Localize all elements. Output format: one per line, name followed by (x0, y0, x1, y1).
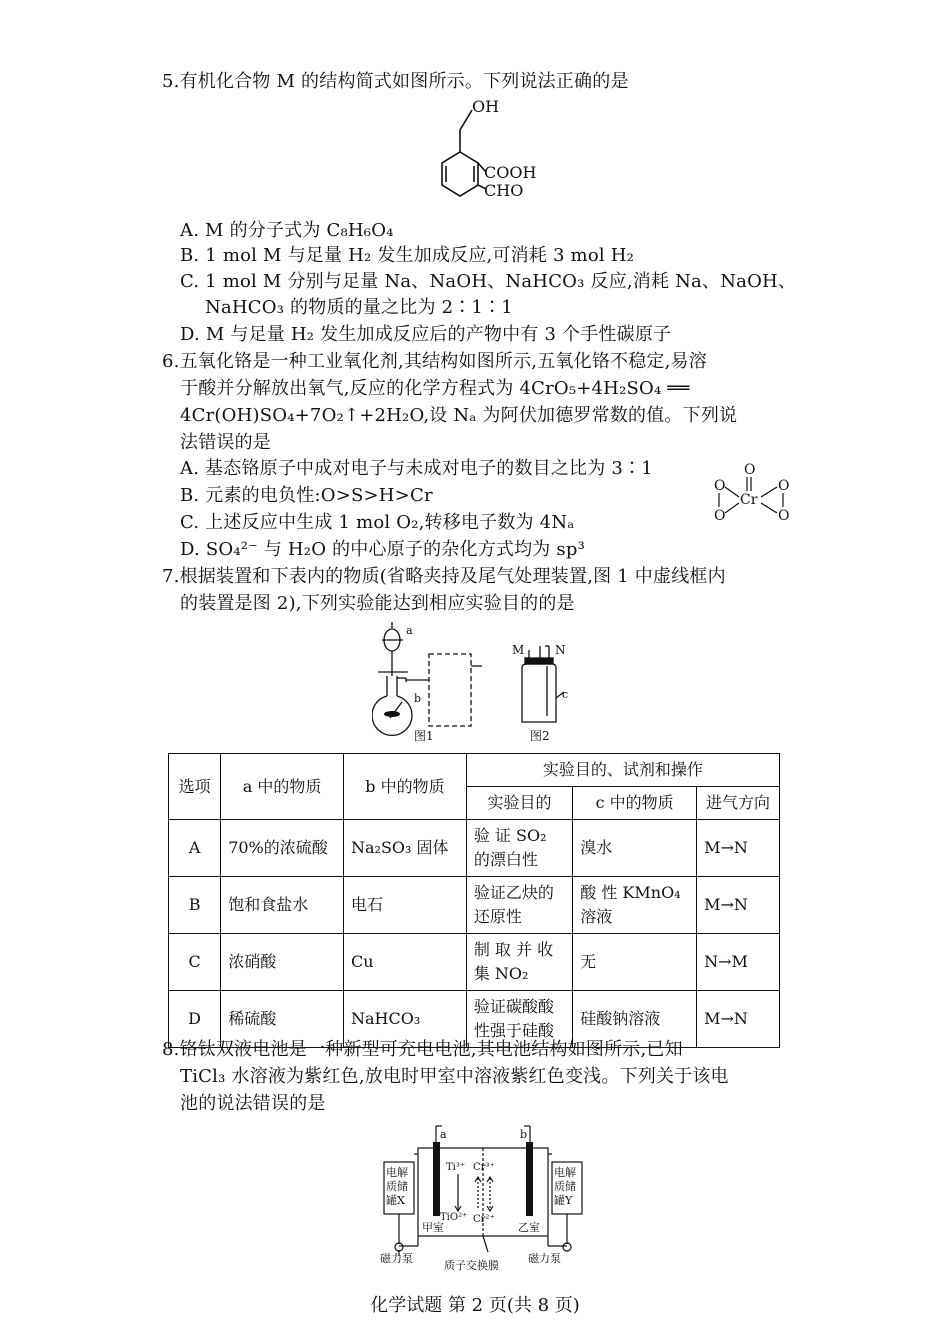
q7-th-group: 实验目的、试剂和操作 (466, 754, 779, 787)
q5-stem: 5.有机化合物 M 的结构简式如图所示。下列说法正确的是 (162, 71, 629, 92)
q7-th-b: b 中的物质 (344, 754, 467, 820)
q7-th-option: 选项 (169, 754, 221, 820)
q5-option-a: A. M 的分子式为 C₈H₆O₄ (180, 220, 394, 241)
q6-option-a: A. 基态铬原子中成对电子与未成对电子的数目之比为 3∶1 (180, 458, 653, 479)
q8-tank-x-2: 质储 (386, 1180, 408, 1193)
q7-fig1-caption: 图1 (414, 729, 434, 743)
q6-o-top: O (744, 462, 756, 478)
q7-table (168, 753, 780, 1048)
q7-apparatus-figure (372, 618, 592, 748)
q5-option-b: B. 1 mol M 与足量 H₂ 发生加成反应,可消耗 3 mol H₂ (180, 245, 635, 266)
table-row: B 饱和食盐水 电石 验证乙炔的 还原性 酸 性 KMnO₄ 溶液 M→N (169, 877, 780, 934)
q6-option-b: B. 元素的电负性:O>S>H>Cr (180, 485, 433, 506)
q8-pump-left: 磁力泵 (380, 1252, 413, 1265)
page-footer: 化学试题 第 2 页(共 8 页) (370, 1295, 580, 1316)
q6-o-right-top: O (778, 478, 790, 494)
q5-option-d: D. M 与足量 H₂ 发生加成反应后的产物中有 3 个手性碳原子 (180, 324, 672, 345)
q5-option-c-line2: NaHCO₃ 的物质的量之比为 2∶1∶1 (205, 297, 513, 318)
q5-cooh-label: COOH (484, 163, 537, 182)
q7-th-direction: 进气方向 (697, 787, 780, 820)
q8-tank-y-3: 罐Y (554, 1194, 573, 1207)
q6-stem-line2: 于酸并分解放出氧气,反应的化学方程式为 4CrO₅+4H₂SO₄ ══ (180, 378, 690, 399)
q8-electrode-b: b (520, 1128, 528, 1141)
q8-ion-cr2: Cr²⁺ (473, 1214, 495, 1225)
q7-label-n: N (555, 643, 566, 657)
q7-stem-line2: 的装置是图 2),下列实验能达到相应实验目的的是 (180, 593, 575, 614)
q8-ion-tio2: TiO²⁺ (440, 1212, 468, 1223)
q6-o-right-bottom: O (778, 508, 790, 524)
q8-membrane-label: 质子交换膜 (444, 1259, 499, 1272)
q5-structure-figure (412, 92, 562, 210)
q7-th-purpose: 实验目的 (466, 787, 572, 820)
q6-o-left-top: O (714, 478, 726, 494)
q6-cr-center: Cr (740, 492, 758, 508)
q8-chamber-jia: 甲室 (422, 1221, 444, 1234)
q6-stem-line4: 法错误的是 (180, 432, 271, 453)
q8-battery-figure (378, 1122, 588, 1274)
q8-stem-line3: 池的说法错误的是 (180, 1093, 326, 1114)
q6-option-d: D. SO₄²⁻ 与 H₂O 的中心原子的杂化方式均为 sp³ (180, 539, 585, 560)
q7-th-a: a 中的物质 (221, 754, 344, 820)
table-row: D 稀硫酸 NaHCO₃ 验证碳酸酸 性强于硅酸 硅酸钠溶液 M→N (169, 991, 780, 1048)
table-row: A 70%的浓硫酸 Na₂SO₃ 固体 验 证 SO₂ 的漂白性 溴水 M→N (169, 820, 780, 877)
q8-tank-y-1: 电解 (554, 1166, 576, 1179)
q7-label-c: c (562, 688, 569, 701)
q7-label-a: a (406, 624, 413, 637)
q6-stem-line3: 4Cr(OH)SO₄+7O₂↑+2H₂O,设 Nₐ 为阿伏加德罗常数的值。下列说 (180, 405, 738, 426)
q6-option-c: C. 上述反应中生成 1 mol O₂,转移电子数为 4Nₐ (180, 512, 575, 533)
q8-ion-ti3: Ti³⁺ (446, 1162, 466, 1173)
q8-ion-cr3: Cr³⁺ (473, 1162, 495, 1173)
q8-stem-line2: TiCl₃ 水溶液为紫红色,放电时甲室中溶液紫红色变浅。下列关于该电 (180, 1066, 729, 1087)
q7-label-b: b (414, 692, 422, 705)
table-row: C 浓硝酸 Cu 制 取 并 收 集 NO₂ 无 N→M (169, 934, 780, 991)
q7-fig2-caption: 图2 (530, 729, 550, 743)
q7-stem-line1: 7.根据装置和下表内的物质(省略夹持及尾气处理装置,图 1 中虚线框内 (162, 566, 726, 587)
q8-tank-y-2: 质储 (554, 1180, 576, 1193)
q5-cho-label: CHO (484, 181, 524, 200)
q8-tank-x-3: 罐X (386, 1194, 405, 1207)
q8-tank-x-1: 电解 (386, 1166, 408, 1179)
q6-stem-line1: 6.五氧化铬是一种工业氧化剂,其结构如图所示,五氧化铬不稳定,易溶 (162, 351, 707, 372)
q6-o-left-bottom: O (714, 508, 726, 524)
q5-oh-label: OH (472, 97, 500, 116)
q8-electrode-a: a (440, 1128, 447, 1141)
q8-chamber-yi: 乙室 (518, 1221, 540, 1234)
q6-cro5-structure-figure (706, 458, 798, 524)
q8-stem-line1: 8.铬钛双液电池是一种新型可充电电池,其电池结构如图所示,已知 (162, 1039, 683, 1060)
q5-option-c-line1: C. 1 mol M 分别与足量 Na、NaOH、NaHCO₃ 反应,消耗 Na、NaOH、 (180, 271, 797, 292)
q7-label-m: M (512, 643, 525, 657)
q7-th-c: c 中的物质 (573, 787, 697, 820)
q8-pump-right: 磁力泵 (528, 1252, 561, 1265)
